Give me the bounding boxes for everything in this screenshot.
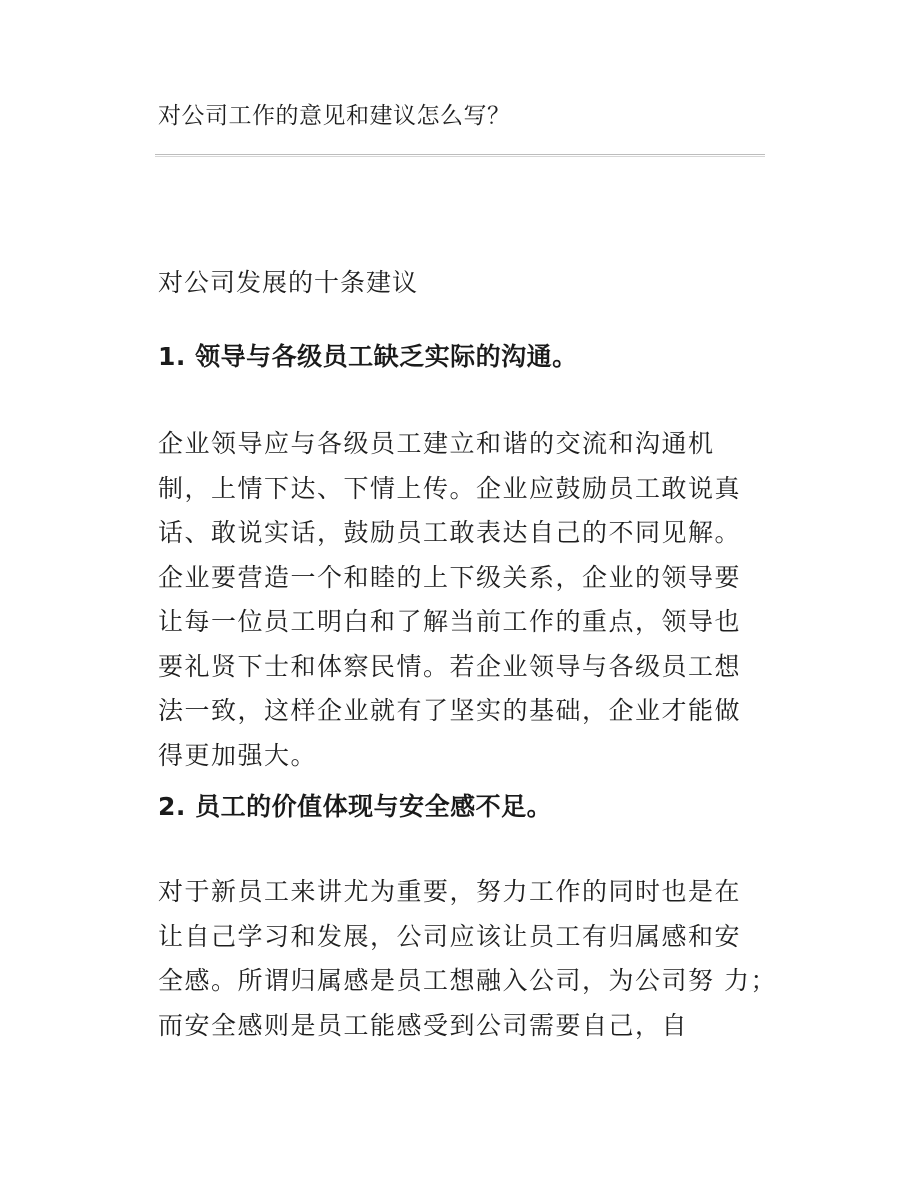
paragraph-line: 话、敢说实话，鼓励员工敢表达自己的不同见解。: [158, 518, 742, 547]
title-divider: [155, 154, 765, 157]
paragraph-line: 全感。所谓归属感是员工想融入公司，为公司努 力；: [158, 966, 777, 995]
paragraph-line: 法一致，这样企业就有了坚实的基础，企业才能做: [158, 696, 742, 725]
section-heading: 2. 员工的价值体现与安全感不足。: [158, 792, 553, 821]
paragraph-line: 企业领导应与各级员工建立和谐的交流和沟通机: [158, 429, 715, 458]
section-paragraph: [158, 870, 777, 1048]
paragraph-line: 让每一位员工明白和了解当前工作的重点，领导也: [158, 607, 742, 636]
paragraph-line: 而安全感则是员工能感受到公司需要自己，自: [158, 1010, 689, 1040]
paragraph-line: 要礼贤下士和体察民情。若企业领导与各级员工想: [158, 651, 742, 681]
page-title: 对公司工作的意见和建议怎么写？: [158, 103, 511, 129]
document-subtitle: 对公司发展的十条建议: [158, 268, 419, 297]
paragraph-line: 得更加强大。: [158, 740, 318, 770]
paragraph-line: 企业要营造一个和睦的上下级关系，企业的领导要: [158, 562, 742, 592]
paragraph-line: 对于新员工来讲尤为重要，努力工作的同时也是在: [158, 877, 742, 906]
section-heading: 1. 领导与各级员工缺乏实际的沟通。: [158, 342, 578, 371]
paragraph-line: 制，上情下达、下情上传。企业应鼓励员工敢说真: [158, 473, 742, 503]
paragraph-line: 让自己学习和发展，公司应该让员工有归属感和安: [158, 921, 742, 951]
section-paragraph: [158, 422, 741, 778]
